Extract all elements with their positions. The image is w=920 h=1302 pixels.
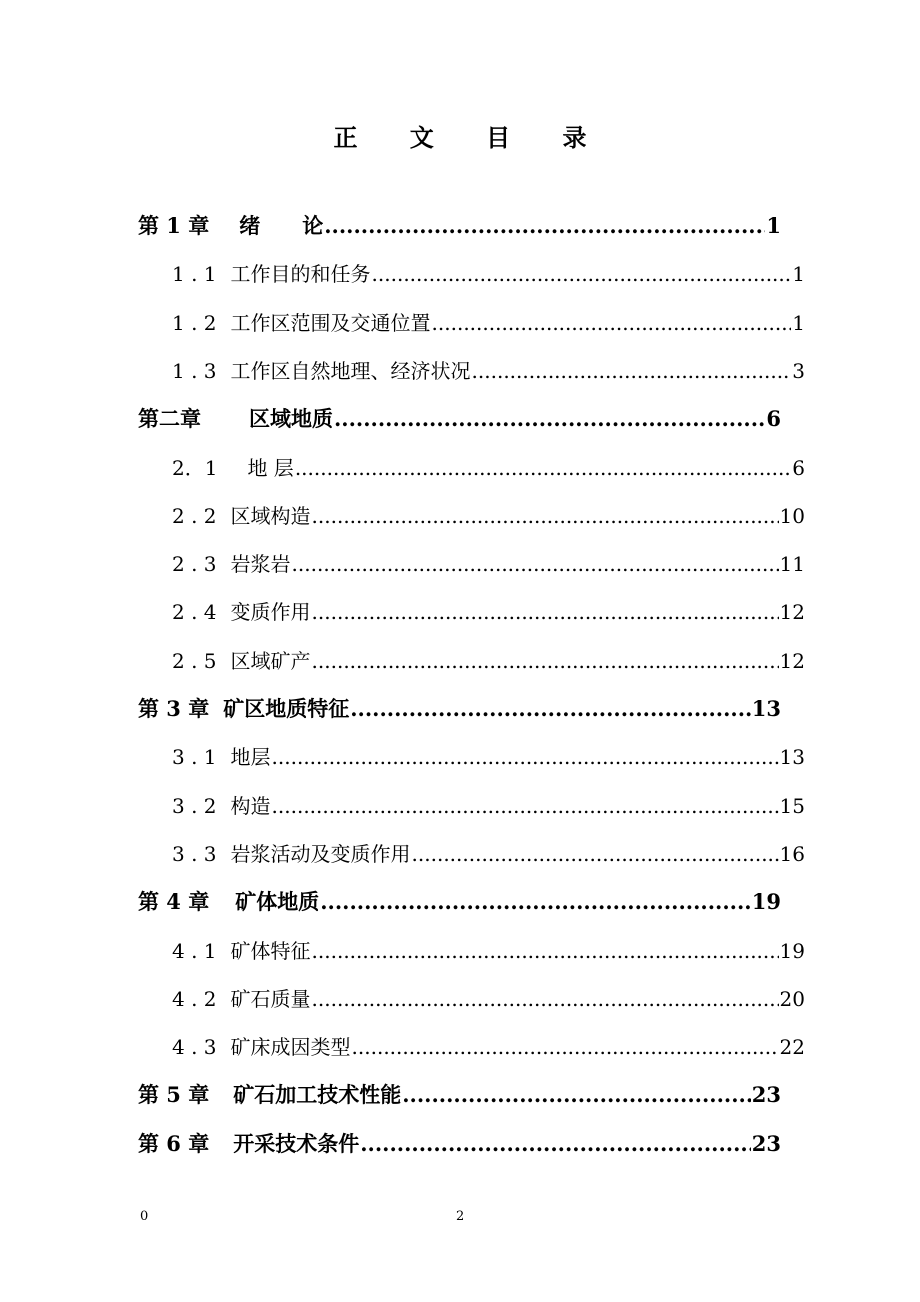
- toc-section-entry[interactable]: [172, 452, 805, 492]
- toc-section-entry[interactable]: [172, 935, 805, 975]
- toc-entry-page: 23: [751, 1082, 781, 1108]
- toc-entry-number: 2 . 2: [172, 503, 217, 528]
- toc-entry-page: 11: [779, 552, 805, 577]
- toc-entry-number: 2．1: [172, 455, 218, 480]
- dot-leader: [295, 456, 791, 480]
- dot-leader: [312, 649, 779, 673]
- dot-leader: [372, 262, 792, 286]
- toc-entry-title: 岩浆岩: [230, 552, 291, 577]
- toc-entry-page: 15: [779, 793, 805, 818]
- dot-leader: [334, 406, 765, 431]
- dot-leader: [312, 987, 779, 1011]
- toc-entry-title: 地 层: [247, 455, 294, 480]
- toc-entry-title: 岩浆活动及变质作用: [230, 841, 411, 866]
- footer-left-number: 0: [140, 1209, 149, 1224]
- toc-section-entry[interactable]: [172, 500, 805, 540]
- toc-entry-title: 工作区自然地理、经济状况: [230, 358, 471, 383]
- toc-entry-page: 3: [792, 358, 805, 383]
- dot-leader: [272, 794, 779, 818]
- toc-entry-number: 2 . 5: [172, 648, 217, 673]
- toc-entry-page: 12: [779, 600, 805, 625]
- toc-entry-number: 1 . 2: [172, 310, 217, 335]
- page-number: 2: [456, 1209, 465, 1224]
- toc-entry-page: 1: [792, 262, 805, 287]
- toc-entry-page: 13: [779, 745, 805, 770]
- toc-chapter-entry[interactable]: [138, 886, 781, 926]
- toc-section-entry[interactable]: [172, 1031, 805, 1071]
- dot-leader: [312, 600, 779, 624]
- toc-entry-page: 10: [779, 503, 805, 528]
- dot-leader: [272, 745, 779, 769]
- toc-entry-number: 第二章: [138, 406, 201, 432]
- dot-leader: [352, 1035, 779, 1059]
- dot-leader: [312, 939, 779, 963]
- toc-entry-page: 23: [751, 1130, 781, 1156]
- toc-section-entry[interactable]: [172, 596, 805, 636]
- toc-entry-number: 第 1 章: [138, 213, 210, 238]
- toc-entry-page: 16: [779, 841, 805, 866]
- toc-entry-number: 第 3 章: [138, 696, 210, 721]
- toc-entry-title: 矿石加工技术性能: [233, 1082, 402, 1108]
- toc-entry-page: 19: [751, 889, 781, 915]
- toc-entry-title: 区域构造: [230, 503, 311, 528]
- toc-entry-title: 变质作用: [230, 600, 311, 625]
- toc-entry-page: 22: [779, 1035, 805, 1060]
- page-title: 正 文 目 录: [333, 123, 609, 152]
- toc-entry-title: 工作区范围及交通位置: [230, 310, 431, 335]
- toc-section-entry[interactable]: [172, 790, 805, 830]
- toc-chapter-entry[interactable]: [138, 1128, 781, 1168]
- dot-leader: [360, 1131, 751, 1156]
- toc-entry-title: 构造: [230, 793, 271, 818]
- toc-entry-page: 6: [792, 455, 805, 480]
- toc-entry-number: 第 4 章: [138, 889, 210, 915]
- toc-chapter-entry[interactable]: [138, 693, 781, 733]
- toc-entry-page: 12: [779, 648, 805, 673]
- toc-entry-title: 工作目的和任务: [230, 262, 371, 287]
- dot-leader: [324, 213, 765, 238]
- toc-entry-number: 第 5 章: [138, 1082, 210, 1108]
- toc-entry-page: 19: [779, 938, 805, 963]
- toc-section-entry[interactable]: [172, 645, 805, 685]
- dot-leader: [312, 504, 779, 528]
- toc-entry-number: 3 . 3: [172, 841, 217, 866]
- dot-leader: [432, 311, 792, 335]
- toc-section-entry[interactable]: [172, 983, 805, 1023]
- toc-entry-number: 3 . 1: [172, 745, 217, 770]
- dot-leader: [320, 889, 751, 914]
- toc-entry-title: 区域地质: [249, 406, 333, 432]
- toc-entry-number: 1 . 1: [172, 262, 217, 287]
- dot-leader: [292, 552, 779, 576]
- toc-entry-title: 矿石质量: [230, 986, 311, 1011]
- toc-entry-number: 1 . 3: [172, 358, 217, 383]
- toc-entry-number: 第 6 章: [138, 1130, 210, 1156]
- toc-section-entry[interactable]: [172, 741, 805, 781]
- toc-entry-title: 绪 论: [239, 213, 324, 238]
- toc-chapter-entry[interactable]: [138, 403, 781, 443]
- toc-entry-number: 2 . 4: [172, 600, 217, 625]
- toc-entry-number: 4 . 1: [172, 938, 217, 963]
- toc-entry-number: 4 . 2: [172, 986, 217, 1011]
- toc-section-entry[interactable]: [172, 838, 805, 878]
- dot-leader: [412, 842, 779, 866]
- toc-entry-page: 6: [766, 406, 781, 432]
- toc-entry-title: 区域矿产: [230, 648, 311, 673]
- toc-entry-title: 矿区地质特征: [223, 696, 350, 721]
- toc-chapter-entry[interactable]: [138, 1079, 781, 1119]
- toc-entry-title: 地层: [230, 745, 271, 770]
- dot-leader: [402, 1082, 751, 1107]
- toc-section-entry[interactable]: [172, 355, 805, 395]
- toc-entry-title: 矿体特征: [230, 938, 311, 963]
- toc-entry-title: 矿体地质: [235, 889, 320, 915]
- toc-entry-page: 1: [766, 213, 781, 238]
- toc-section-entry[interactable]: [172, 548, 805, 588]
- toc-entry-number: 4 . 3: [172, 1035, 217, 1060]
- dot-leader: [472, 359, 792, 383]
- toc-section-entry[interactable]: [172, 258, 805, 298]
- toc-entry-number: 2 . 3: [172, 552, 217, 577]
- toc-entry-page: 13: [751, 696, 781, 721]
- toc-section-entry[interactable]: [172, 307, 805, 347]
- toc-chapter-entry[interactable]: [138, 210, 781, 250]
- toc-entry-page: 1: [792, 310, 805, 335]
- toc-entry-page: 20: [779, 986, 805, 1011]
- dot-leader: [350, 696, 751, 721]
- toc-entry-number: 3 . 2: [172, 793, 217, 818]
- toc-entry-title: 矿床成因类型: [230, 1035, 351, 1060]
- toc-entry-title: 开采技术条件: [233, 1130, 360, 1156]
